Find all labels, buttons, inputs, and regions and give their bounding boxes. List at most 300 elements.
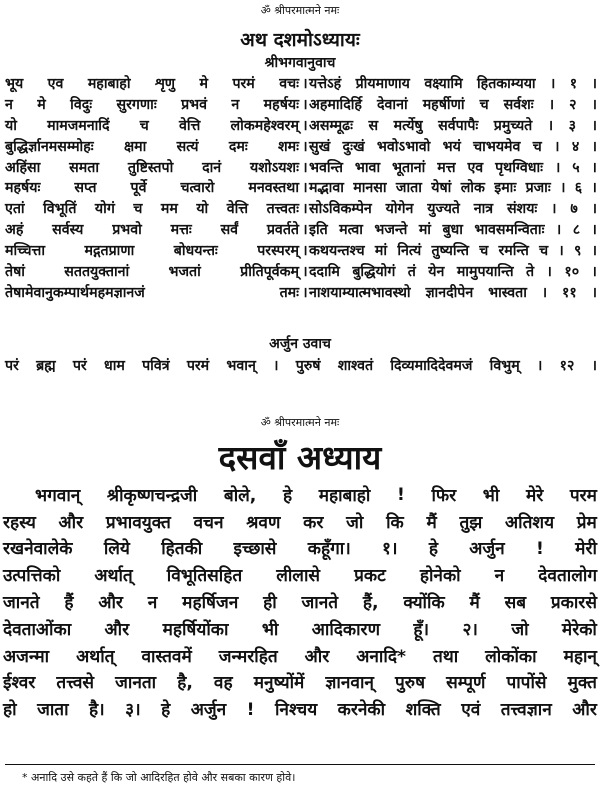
verse-word: मत्वा [339, 222, 363, 239]
prose-word: देवताओंका [3, 619, 72, 640]
verse-word: च [133, 201, 143, 218]
prose-word: होनेको [419, 566, 461, 587]
verse-word: महर्षयः [5, 180, 41, 197]
verse-word: बुद्धियोगं [352, 263, 396, 280]
verse-word: सर्वशः [503, 96, 534, 113]
danda-separator: । [302, 96, 308, 113]
verse-first-half [5, 178, 301, 197]
prose-word: ! [536, 538, 544, 559]
prose-word: एवं [461, 700, 481, 721]
verse-word: । [591, 138, 597, 155]
verse-word: सर्वस्य [52, 222, 84, 239]
prose-line [3, 589, 597, 616]
danda-separator: । [302, 263, 308, 280]
prose-word: है, [177, 673, 193, 694]
prose-word: इच्छासे [233, 539, 277, 560]
sanskrit-verse-12 [5, 356, 597, 375]
verse-word: कथयन्तश्च [309, 243, 365, 260]
prose-word: निश्चय [274, 700, 318, 721]
verse-word: परमं [186, 358, 210, 374]
verse-word: भवोऽभावो [376, 138, 431, 155]
verse-word: योगेन [385, 201, 414, 218]
prose-line [3, 616, 597, 643]
verse-word: । [554, 138, 560, 155]
verse-word: । [273, 358, 279, 374]
prose-word: अर्थात् [76, 646, 115, 667]
danda-separator: । [302, 243, 308, 260]
prose-word: मैं [469, 593, 480, 614]
verse-word: । [560, 180, 566, 197]
verse-word: इमाः [494, 180, 517, 197]
sanskrit-invocation: ॐ श्रीपरमात्मने नमः [260, 4, 340, 17]
sanskrit-chapter-title: अथ दशमोऽध्यायः [240, 29, 360, 51]
verse-word: भूय [5, 75, 24, 92]
verse-row [5, 177, 597, 198]
verse-word: वचः [279, 75, 299, 92]
prose-word: ज्ञानवान् [325, 673, 374, 694]
verse-row [5, 136, 597, 157]
prose-word: हे [428, 539, 438, 560]
verse-word: । [591, 201, 597, 218]
prose-word: न [494, 566, 505, 587]
verse-word: विभुम् [489, 358, 520, 374]
verse-word: येषां [431, 180, 452, 197]
verse-word: । [541, 284, 548, 301]
verse-word: १० [564, 263, 580, 280]
verse-word: अहिंसा [5, 159, 41, 176]
verse-word: सर्वपापैः [438, 117, 479, 134]
prose-word: वह [213, 673, 233, 694]
verse-first-half [5, 137, 301, 156]
verse-word: ९ [573, 243, 582, 260]
verse-second-half [309, 199, 597, 218]
verse-word: इति [309, 222, 328, 239]
verse-word: मे [37, 96, 46, 113]
verse-word: तमः [279, 284, 299, 301]
verse-word: मां [374, 243, 388, 260]
prose-word: हे [161, 700, 171, 721]
verse-word: । [558, 243, 564, 260]
prose-word: परम [569, 485, 597, 506]
verse-row [5, 73, 597, 94]
prose-word: सब [504, 593, 527, 614]
verse-word: भजतां [168, 263, 201, 280]
verse-word: पृथग्विधाः [495, 159, 544, 176]
prose-word: लिये [103, 539, 130, 560]
prose-word: भी [261, 619, 279, 640]
verse-word: शृणु [154, 75, 176, 92]
prose-word: ईश्वर [3, 673, 36, 694]
verse-word: परं [5, 358, 19, 374]
verse-word: पुरुषं [295, 358, 321, 374]
verse-word: मर्त्येषु [393, 117, 423, 134]
verse-word: सोऽविकम्पेन [309, 201, 372, 218]
prose-word: रहस्य [3, 512, 36, 533]
verse-word: एतां [5, 201, 25, 218]
footnote: * अनादि उसे कहते हैं कि जो आदिरहित होवे और सबका कारण होवे। [22, 771, 296, 784]
danda-separator: । [302, 138, 308, 155]
verse-word: च [532, 138, 542, 155]
prose-word: हूँ। [413, 619, 430, 640]
verse-word: ते [525, 263, 535, 280]
verse-word: प्रीतिपूर्वकम् [240, 263, 299, 280]
verse-word: । [591, 358, 597, 374]
prose-word: २। [462, 619, 478, 640]
prose-word: अतिशय [505, 512, 555, 533]
prose-word: जाता [37, 700, 69, 721]
prose-word: मेरी [575, 539, 597, 560]
prose-word: जानते [301, 593, 339, 614]
footnote-divider [5, 764, 595, 765]
prose-word: हे [282, 485, 293, 506]
prose-word: तत्त्वसे [56, 673, 95, 694]
prose-word: प्रकारसे [550, 593, 597, 614]
sanskrit-verses [5, 73, 597, 303]
prose-word: देवतालोग [538, 566, 597, 587]
prose-word: वचन [193, 512, 224, 533]
prose-word: लीलासे [276, 566, 321, 587]
verse-word: ३ [568, 117, 577, 134]
verse-word: सततयुक्तानां [64, 263, 130, 280]
prose-word: लोकोंका [485, 646, 537, 667]
verse-word: । [591, 263, 597, 280]
verse-word: यो [5, 117, 17, 134]
prose-word: सम्पूर्ण [446, 673, 486, 694]
prose-word: ही [263, 593, 277, 614]
verse-word: अहं [5, 222, 24, 239]
verse-word: । [547, 117, 554, 134]
verse-word: मच्चित्ता [5, 243, 45, 260]
verse-word: महर्षयः [263, 96, 299, 113]
verse-word: युज्यते [427, 201, 460, 218]
verse-word: । [591, 180, 597, 197]
verse-second-half [309, 74, 597, 93]
verse-second-half [309, 95, 597, 114]
danda-separator: । [302, 159, 308, 176]
verse-word: नात्र [473, 201, 494, 218]
verse-word: तत्त्वतः [266, 201, 299, 218]
verse-word: एव [467, 159, 484, 176]
verse-word: नाशयाम्यात्मभावस्थो [309, 284, 411, 301]
verse-word: वक्ष्यामि [424, 75, 463, 92]
verse-second-half [309, 116, 597, 135]
verse-word: दमः [228, 138, 248, 155]
verse-word: असम्मूढः [309, 117, 354, 134]
verse-word: दानं [202, 159, 222, 176]
prose-word: न [147, 593, 158, 614]
verse-word: येन [428, 263, 445, 280]
prose-word: फिर [431, 485, 457, 506]
verse-word: महर्षीणां [422, 96, 465, 113]
verse-word: वेत्ति [178, 117, 201, 134]
verse-second-half [309, 137, 597, 156]
verse-second-half [309, 178, 597, 197]
verse-word: मां [418, 222, 431, 239]
verse-word: ब्रह्म [36, 358, 56, 374]
verse-word: यत्तेऽहं [309, 75, 342, 92]
verse-word: भूतानां [392, 159, 426, 176]
verse-first-half [5, 262, 301, 281]
verse-second-half [309, 262, 597, 281]
verse-word: । [591, 222, 597, 239]
verse-first-half [5, 220, 301, 239]
prose-word: हैं [64, 593, 74, 614]
verse-word: न [231, 96, 240, 113]
verse-word: जाता [395, 180, 422, 197]
prose-word: मेरे [525, 485, 544, 506]
verse-word: शाश्वतं [337, 358, 374, 374]
prose-word: अनादि* [356, 646, 406, 667]
verse-word: प्रीयमाणाय [355, 75, 410, 92]
verse-word: पूर्वे [130, 180, 147, 197]
verse-word: । [536, 358, 543, 374]
prose-word: और [572, 700, 597, 721]
verse-word: । [555, 222, 562, 239]
verse-word: १ [569, 75, 578, 92]
verse-word: तेषां [5, 263, 25, 280]
verse-word: मनवस्तथा [248, 180, 299, 197]
verse-first-half [5, 116, 301, 135]
verse-row [5, 157, 597, 178]
verse-word: भवान् [226, 358, 256, 374]
verse-word: हितकाम्यया [476, 75, 536, 92]
verse-word: संशयः [506, 201, 538, 218]
verse-first-half [5, 74, 301, 93]
verse-word: विभूतिं [43, 201, 77, 218]
verse-word: चत्वारो [180, 180, 215, 197]
prose-line [3, 670, 597, 697]
prose-line [3, 482, 597, 509]
verse-word: । [591, 75, 597, 92]
verse-second-half [309, 241, 597, 260]
verse-second-half [309, 220, 597, 239]
prose-word: जो [511, 619, 529, 640]
danda-separator: । [302, 284, 308, 301]
verse-word: दुःखं [342, 138, 365, 155]
verse-word: प्रजाः [525, 180, 551, 197]
prose-word: आदिकारण [311, 619, 381, 640]
prose-word: कहूँगा। [307, 539, 351, 560]
hindi-invocation: ॐ श्रीपरमात्मने नमः [260, 416, 340, 429]
verse-word: परस्परम् [257, 243, 299, 260]
prose-word: कि [386, 512, 404, 533]
verse-word: ६ [574, 180, 583, 197]
prose-word: पुरुष [395, 673, 426, 694]
verse-word: ८ [572, 222, 581, 239]
prose-word: वास्तवमें [141, 646, 192, 667]
verse-word: प्रभवं [181, 96, 208, 113]
prose-word: अर्जुन [469, 539, 505, 560]
verse-word: लोकमहेश्वरम् [230, 117, 299, 134]
prose-line [3, 696, 597, 723]
hindi-chapter-title: दसवाँ अध्याय [218, 438, 382, 477]
verse-word: मत्त [437, 159, 456, 176]
verse-word: बोधयन्तः [173, 243, 218, 260]
danda-separator: । [302, 201, 308, 218]
verse-word: तुष्यन्ति [431, 243, 469, 260]
prose-word: जानते [3, 593, 40, 614]
verse-word: विदुः [70, 96, 93, 113]
verse-word: मद्भावा [309, 180, 344, 197]
verse-row [5, 94, 597, 115]
prose-word: अर्जुन [190, 700, 227, 721]
prose-word: शक्ति [405, 700, 441, 721]
prose-word: तत्त्वज्ञान [500, 700, 552, 721]
prose-word: क्योंकि [403, 593, 445, 614]
prose-word: उत्पत्तिको [3, 566, 61, 587]
hindi-translation-paragraph [3, 482, 597, 723]
prose-word: अजन्मा [3, 646, 50, 667]
verse-word: । [591, 96, 597, 113]
verse-word: मे [199, 75, 208, 92]
verse-first-half [5, 95, 301, 114]
prose-line [3, 509, 597, 536]
verse-word: । [551, 201, 557, 218]
prose-word: महान् [563, 646, 597, 667]
prose-word: मेरेको [561, 619, 597, 640]
verse-first-half [5, 283, 301, 302]
verse-word: ज्ञानदीपेन [425, 284, 474, 301]
prose-word: ३। [125, 700, 141, 721]
verse-word: ७ [570, 201, 578, 218]
prose-word: करनेकी [337, 700, 386, 721]
verse-word: । [550, 75, 556, 92]
prose-word: और [58, 512, 84, 533]
verse-word: बुधा [442, 222, 463, 239]
verse-word: रमन्ति [498, 243, 529, 260]
verse-word: ददामि [309, 263, 340, 280]
speaker-arjuna: अर्जुन उवाच [269, 336, 331, 352]
verse-word: अहमादिर्हि [309, 96, 362, 113]
verse-word: च [479, 96, 489, 113]
prose-word: भगवान् [35, 485, 81, 506]
verse-word: ४ [571, 138, 580, 155]
verse-word: च [139, 117, 149, 134]
prose-word: प्रभावयुक्त [105, 512, 171, 533]
verse-word: मद्गतप्राणा [84, 243, 135, 260]
verse-word: क्षमा [123, 138, 147, 155]
verse-word: । [591, 284, 597, 301]
verse-row [5, 115, 597, 136]
prose-line [3, 562, 597, 589]
verse-word: नित्यं [397, 243, 422, 260]
prose-word: १। [382, 539, 398, 560]
verse-word: सत्यं [176, 138, 199, 155]
prose-word: हितकी [161, 539, 203, 560]
verse-word: । [554, 159, 561, 176]
verse-word: तेषामेवानुकम्पार्थमहमज्ञानजं [5, 284, 145, 301]
prose-word: महर्षियोंका [162, 619, 229, 640]
verse-word: देवानां [377, 96, 408, 113]
prose-word: और [104, 619, 130, 640]
verse-word: लोक [460, 180, 485, 197]
prose-word: जो [346, 512, 364, 533]
prose-word: महाबाहो [318, 485, 371, 506]
verse-word: पवित्रं [142, 358, 170, 374]
verse-word: योगं [94, 201, 115, 218]
prose-word: ! [246, 699, 255, 720]
verse-word: प्रभवो [112, 222, 142, 239]
verse-word: सप्त [74, 180, 97, 197]
verse-word: धाम [103, 358, 125, 374]
verse-word: तं [407, 263, 416, 280]
verse-word: ११ [562, 284, 577, 301]
prose-word: तुझ [459, 512, 483, 533]
prose-word: और [304, 646, 330, 667]
verse-word: परं [72, 358, 87, 374]
verse-word: च [479, 243, 489, 260]
verse-word: ५ [572, 159, 580, 176]
verse-word: १२ [559, 358, 575, 374]
verse-word: मानसा [353, 180, 387, 197]
prose-word: रखनेवालेके [3, 539, 73, 560]
danda-separator: । [302, 117, 308, 134]
verse-word: सर्वं [220, 222, 239, 239]
verse-word: एव [47, 75, 64, 92]
prose-word: है। [89, 700, 105, 721]
verse-first-half [5, 241, 301, 260]
verse-word: । [591, 159, 597, 176]
verse-word: न [5, 96, 13, 113]
verse-word: भावा [354, 159, 381, 176]
verse-word: भावसमन्विताः [474, 222, 545, 239]
prose-word: महर्षिजन [182, 593, 239, 614]
prose-word: ! [397, 485, 405, 506]
prose-word: श्रीकृष्णचन्द्रजी [106, 485, 198, 506]
verse-word: तुष्टिस्तपो [127, 159, 174, 176]
prose-word: हो [3, 700, 17, 721]
prose-line [3, 536, 597, 563]
verse-second-half [309, 158, 597, 177]
verse-word: भास्वता [488, 284, 527, 301]
verse-word: प्रवर्तते [266, 222, 299, 239]
verse-word: शमः [278, 138, 299, 155]
prose-word: अर्थात् [94, 566, 133, 587]
speaker-bhagavan: श्रीभगवानुवाच [264, 55, 336, 71]
verse-word: दिव्यमादिदेवमजं [390, 358, 473, 374]
prose-word: जन्मरहित [218, 646, 278, 667]
verse-word: सुरगणाः [116, 96, 157, 113]
verse-row [5, 198, 597, 219]
prose-word: बोले, [223, 485, 257, 506]
verse-row [5, 219, 597, 240]
verse-word: मामजमनादिं [47, 117, 110, 134]
verse-word: मत्तः [170, 222, 192, 239]
prose-word: श्रवण [246, 512, 281, 533]
verse-word: । [546, 263, 552, 280]
prose-word: प्रकट [354, 566, 386, 587]
verse-word: यो [196, 201, 209, 218]
danda-separator: । [302, 180, 308, 197]
verse-word: मम [160, 201, 178, 218]
prose-word: विभूतिसहित [166, 566, 243, 587]
verse-word: प्रमुच्यते [493, 117, 533, 134]
verse-row [5, 240, 597, 261]
prose-word: पापोंसे [506, 673, 547, 694]
verse-word: सुखं [309, 138, 331, 155]
verse-word: च [539, 243, 549, 260]
verse-second-half [309, 283, 597, 302]
verse-word: भजन्ते [374, 222, 408, 239]
prose-word: जानता [115, 673, 157, 694]
verse-word: समता [69, 159, 100, 176]
verse-word: यशोऽयशः [250, 159, 299, 176]
verse-word: । [591, 117, 597, 134]
prose-word: तथा [432, 646, 459, 667]
verse-word: मामुपयान्ति [456, 263, 514, 280]
verse-word: । [591, 243, 597, 260]
verse-word: भयं [442, 138, 461, 155]
